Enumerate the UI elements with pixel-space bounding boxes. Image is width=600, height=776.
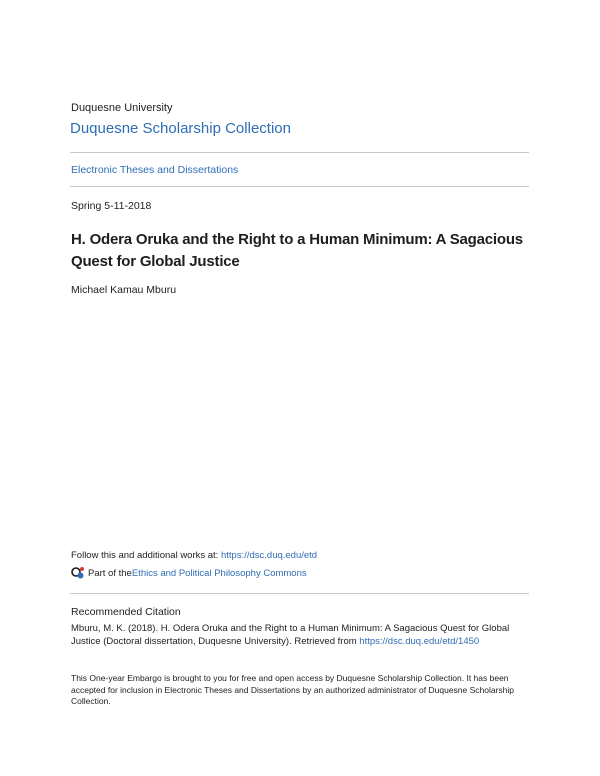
citation-url-link[interactable]: https://dsc.duq.edu/etd/1450 [359, 636, 480, 647]
commons-link[interactable]: Ethics and Political Philosophy Commons [131, 567, 307, 579]
commons-network-icon [71, 566, 85, 580]
access-notice: This One-year Embargo is brought to you for free and open access by Duquesne Scholarship Collection. It has been accepted for inclusion in Electronic Theses and Dissertations by an authorized administrator of Duquesne Scholarship Collection. [71, 673, 515, 706]
part-of-prefix: Part of the [88, 567, 132, 579]
institution-name: Duquesne University [71, 102, 173, 114]
document-title: H. Odera Oruka and the Right to a Human Minimum: A Sagacious Quest for Global Justice [71, 231, 523, 270]
publication-date: Spring 5-11-2018 [71, 200, 152, 212]
collection-link[interactable]: Duquesne Scholarship Collection [70, 120, 291, 137]
citation-text [71, 622, 531, 648]
divider-top [70, 152, 529, 153]
citation-heading: Recommended Citation [71, 606, 181, 618]
series-link[interactable]: Electronic Theses and Dissertations [71, 164, 239, 176]
follow-url-link[interactable]: https://dsc.duq.edu/etd [220, 550, 318, 561]
citation-body: Mburu, M. K. (2018). H. Odera Oruka and the Right to a Human Minimum: A Sagacious Quest for Global Justice (Doctoral dissertation, Duquesne University). Retrieved from [71, 623, 510, 647]
part-of-line [71, 566, 307, 580]
follow-prefix: Follow this and additional works at: [71, 550, 221, 561]
author-name: Michael Kamau Mburu [71, 284, 177, 296]
divider-citation [70, 593, 529, 594]
divider-series [70, 186, 529, 187]
follow-line [71, 550, 317, 561]
